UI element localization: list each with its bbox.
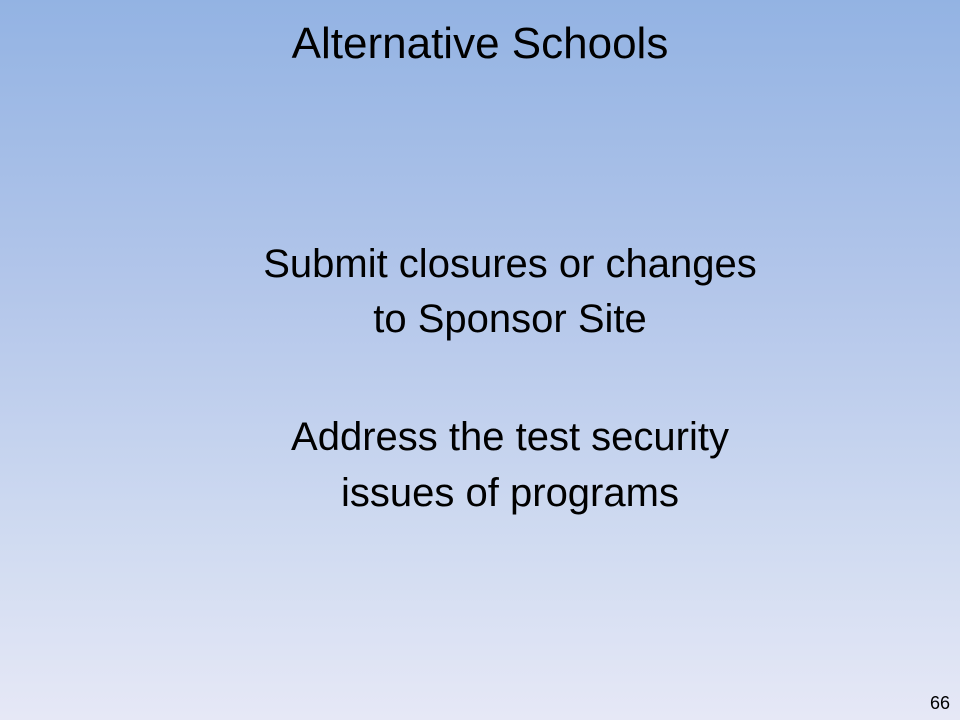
slide-number: 66	[929, 693, 950, 713]
bullet-1-line-1: Submit closures or changes	[263, 242, 757, 286]
bullet-2-line-1: Address the test security	[291, 415, 729, 459]
bullet-2-line-2: issues of programs	[341, 471, 679, 515]
bullet-1-line-2: to Sponsor Site	[373, 297, 647, 341]
slide-title: Alternative Schools	[291, 19, 669, 68]
